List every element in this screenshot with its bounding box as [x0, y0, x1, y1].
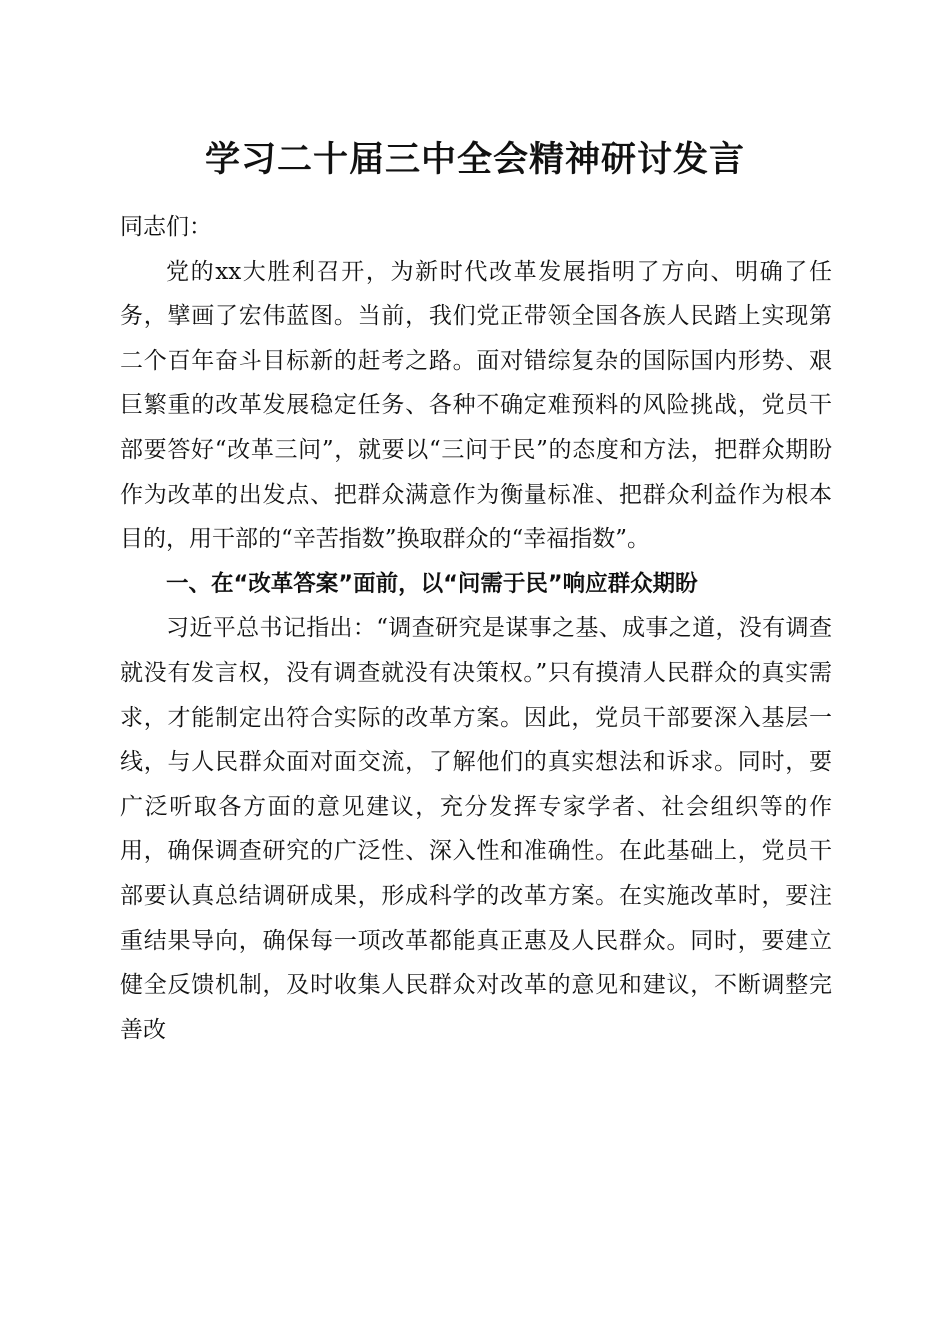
- document-body: [120, 205, 832, 1052]
- paragraph-intro: 党的xx大胜利召开，为新时代改革发展指明了方向、明确了任务，擘画了宏伟蓝图。当前，我们党正带领全国各族人民踏上实现第二个百年奋斗目标新的赶考之路。面对错综复杂的国际国内形势、艰巨繁重的改革发展稳定任务、各种不确定难预料的风险挑战，党员干部要答好“改革三问”，就要以“三问于民”的态度和方法，把群众期盼作为改革的出发点、把群众满意作为衡量标准、把群众利益作为根本目的，用干部的“辛苦指数”换取群众的“幸福指数”。: [120, 258, 832, 553]
- document-title: 学习二十届三中全会精神研讨发言: [204, 139, 745, 180]
- salutation: 同志们：: [120, 214, 212, 240]
- section-heading-1: 一、在“改革答案”面前，以“问需于民”响应群众期盼: [166, 570, 698, 597]
- paragraph-section-1: 习近平总书记指出：“调查研究是谋事之基、成事之道，没有调查就没有发言权，没有调查就没有决策权。”只有摸清人民群众的真实需求，才能制定出符合实际的改革方案。因此，党员干部要深入基层一线，与人民群众面对面交流，了解他们的真实想法和诉求。同时，要广泛听取各方面的意见建议，充分发挥专家学者、社会组织等的作用，确保调查研究的广泛性、深入性和准确性。在此基础上，党员干部要认真总结调研成果，形成科学的改革方案。在实施改革时，要注重结果导向，确保每一项改革都能真正惠及人民群众。同时，要建立健全反馈机制，及时收集人民群众对改革的意见和建议，不断调整完善改: [120, 615, 832, 1043]
